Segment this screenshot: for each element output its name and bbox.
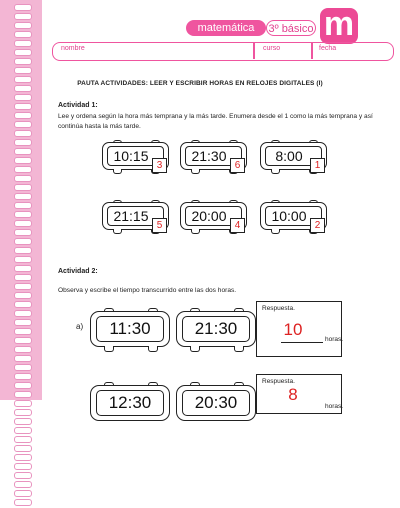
- activity2-instructions: Observa y escribe el tiempo transcurrido entre las dos horas.: [58, 287, 237, 294]
- end-time: 20:30: [194, 393, 238, 412]
- start-time: 12:30: [108, 393, 152, 412]
- spiral-hole: [14, 346, 32, 353]
- spiral-hole: [14, 40, 32, 47]
- course-field-label: curso: [263, 45, 281, 52]
- spiral-hole: [14, 382, 32, 389]
- spiral-hole: [14, 139, 32, 146]
- spiral-hole: [14, 319, 32, 326]
- answer-unit: horas.: [325, 336, 344, 343]
- spiral-hole: [14, 265, 32, 272]
- clock-time: 21:30: [191, 148, 227, 164]
- answer-label: Respuesta.: [262, 378, 295, 385]
- spiral-hole: [14, 355, 32, 362]
- clock-time: 10:00: [271, 208, 307, 224]
- spiral-hole: [14, 463, 32, 470]
- answer-box: [256, 374, 342, 414]
- spiral-hole: [14, 472, 32, 479]
- clock-foot: [113, 169, 122, 174]
- spiral-hole: [14, 13, 32, 20]
- spiral-hole: [14, 4, 32, 11]
- spiral-hole: [14, 247, 32, 254]
- spiral-hole: [14, 175, 32, 182]
- start-time-clock: [90, 382, 170, 426]
- order-number: 1: [310, 158, 325, 173]
- item-label: a): [76, 322, 84, 331]
- activity2-heading: Actividad 2:: [58, 268, 98, 275]
- activity1-instructions: Lee y ordena según la hora más temprana y la más tarde. Enumera desde el 1 como la más temprana y así continúa hasta la más tarde.: [58, 113, 373, 130]
- spiral-hole: [14, 148, 32, 155]
- name-field-label: nombre: [61, 45, 85, 52]
- digital-clock: [180, 140, 247, 174]
- clock-foot: [113, 229, 122, 234]
- grade-label: 3º básico: [266, 20, 316, 36]
- spiral-hole: [14, 58, 32, 65]
- activity1-heading: Actividad 1:: [58, 102, 98, 109]
- digital-clock: [180, 200, 247, 234]
- spiral-hole: [14, 274, 32, 281]
- spiral-hole: [14, 166, 32, 173]
- clock-time: 10:15: [113, 148, 149, 164]
- spiral-hole: [14, 400, 32, 407]
- end-time-clock: [176, 382, 256, 426]
- spiral-hole: [14, 49, 32, 56]
- digital-clock: [102, 200, 169, 234]
- spiral-hole: [14, 157, 32, 164]
- order-number: 6: [230, 158, 245, 173]
- spiral-hole: [14, 328, 32, 335]
- spiral-hole: [14, 436, 32, 443]
- answer-box: [256, 301, 342, 357]
- spiral-hole: [14, 130, 32, 137]
- spiral-hole: [14, 220, 32, 227]
- clock-foot: [190, 346, 200, 352]
- spiral-hole: [14, 193, 32, 200]
- clock-foot: [191, 229, 200, 234]
- start-time-clock: [90, 308, 170, 352]
- spiral-hole: [14, 283, 32, 290]
- spiral-hole: [14, 418, 32, 425]
- clock-time: 21:15: [113, 208, 149, 224]
- clock-foot: [271, 229, 280, 234]
- spiral-hole: [14, 22, 32, 29]
- order-number: 2: [310, 218, 325, 233]
- start-time: 11:30: [109, 319, 151, 338]
- spiral-hole: [14, 238, 32, 245]
- answer-line: [281, 342, 323, 343]
- spiral-hole: [14, 292, 32, 299]
- spiral-hole: [14, 121, 32, 128]
- spiral-hole: [14, 301, 32, 308]
- spiral-hole: [14, 184, 32, 191]
- end-time-clock: [176, 308, 256, 352]
- answer-label: Respuesta.: [262, 305, 295, 312]
- spiral-hole: [14, 391, 32, 398]
- spiral-hole: [14, 112, 32, 119]
- clock-foot: [234, 346, 244, 352]
- order-number: 4: [230, 218, 245, 233]
- spiral-hole: [14, 481, 32, 488]
- spiral-binding-strip: [0, 0, 42, 400]
- end-time: 21:30: [194, 319, 238, 338]
- spiral-hole: [14, 103, 32, 110]
- spiral-hole: [14, 427, 32, 434]
- clock-time: 8:00: [275, 148, 303, 164]
- spiral-hole: [14, 445, 32, 452]
- answer-value: 8: [288, 385, 298, 404]
- spiral-hole: [14, 211, 32, 218]
- worksheet-title: PAUTA ACTIVIDADES: LEER Y ESCRIBIR HORAS EN RELOJES DIGITALES (I): [77, 80, 323, 87]
- answer-value: 10: [283, 320, 303, 339]
- clock-foot: [104, 346, 114, 352]
- spiral-hole: [14, 364, 32, 371]
- spiral-hole: [14, 202, 32, 209]
- spiral-hole: [14, 409, 32, 416]
- answer-unit: horas.: [325, 403, 344, 410]
- spiral-hole: [14, 256, 32, 263]
- spiral-hole: [14, 499, 32, 506]
- clock-time: 20:00: [191, 208, 227, 224]
- digital-clock: [260, 140, 327, 174]
- spiral-hole: [14, 310, 32, 317]
- field-divider: [253, 43, 255, 59]
- field-divider: [311, 43, 313, 59]
- spiral-hole: [14, 94, 32, 101]
- clock-foot: [148, 346, 158, 352]
- order-number: 3: [152, 158, 167, 173]
- clock-foot: [191, 169, 200, 174]
- order-number: 5: [152, 218, 167, 233]
- spiral-hole: [14, 229, 32, 236]
- spiral-hole: [14, 67, 32, 74]
- spiral-hole: [14, 337, 32, 344]
- math-logo: m: [320, 8, 358, 44]
- digital-clock: [102, 140, 169, 174]
- student-info-bar: [52, 42, 394, 61]
- digital-clock: [260, 200, 327, 234]
- spiral-hole: [14, 31, 32, 38]
- clock-foot: [271, 169, 280, 174]
- spiral-hole: [14, 490, 32, 497]
- spiral-hole: [14, 373, 32, 380]
- subject-label: matemática: [186, 20, 266, 36]
- date-field-label: fecha: [319, 45, 337, 52]
- spiral-hole: [14, 454, 32, 461]
